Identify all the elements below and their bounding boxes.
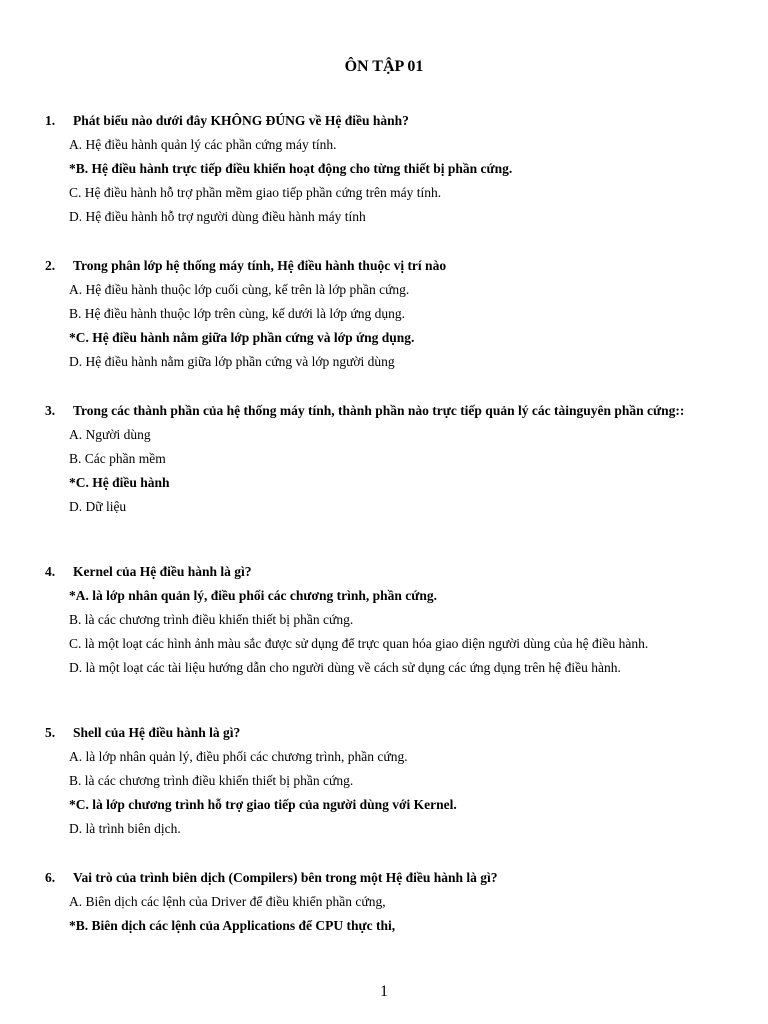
option-b: B. là các chương trình điều khiển thiết bị phần cứng. <box>69 773 354 788</box>
question-number: 2. <box>45 258 56 273</box>
question-1 <box>0 113 768 225</box>
question-header <box>0 564 768 580</box>
question-number: 6. <box>45 870 56 885</box>
question-3 <box>0 403 768 515</box>
option-a-correct: *A. là lớp nhân quản lý, điều phối các chương trình, phần cứng. <box>69 588 438 603</box>
question-5 <box>0 725 768 837</box>
question-header <box>0 870 768 886</box>
question-6 <box>0 870 768 934</box>
option-c: C. Hệ điều hành hỗ trợ phần mềm giao tiếp phần cứng trên máy tính. <box>69 185 442 200</box>
option-a: A. Hệ điều hành quản lý các phần cứng máy tính. <box>69 137 337 152</box>
page-title: ÔN TẬP 01 <box>344 58 424 75</box>
question-4 <box>0 564 768 676</box>
question-text: Vai trò của trình biên dịch (Compilers) bên trong một Hệ điều hành là gì? <box>73 870 498 885</box>
option-c: C. là một loạt các hình ảnh màu sắc được sử dụng để trực quan hóa giao diện người dùng của hệ điều hành. <box>69 636 649 651</box>
option-a: A. là lớp nhân quản lý, điều phối các chương trình, phần cứng. <box>69 749 408 764</box>
option-a: A. Biên dịch các lệnh của Driver để điều khiển phần cứng, <box>69 894 386 909</box>
option-c-correct: *C. Hệ điều hành nằm giữa lớp phần cứng và lớp ứng dụng. <box>69 330 415 345</box>
question-text: Shell của Hệ điều hành là gì? <box>73 725 241 740</box>
option-b-correct: *B. Biên dịch các lệnh của Applications để CPU thực thi, <box>69 918 396 933</box>
option-a: A. Hệ điều hành thuộc lớp cuối cùng, kế trên là lớp phần cứng. <box>69 282 410 297</box>
option-d: D. Hệ điều hành hỗ trợ người dùng điều hành máy tính <box>69 209 366 224</box>
question-text: Kernel của Hệ điều hành là gì? <box>73 564 252 579</box>
question-header <box>0 258 768 274</box>
option-c-correct: *C. Hệ điều hành <box>69 475 170 490</box>
option-d: D. Hệ điều hành nằm giữa lớp phần cứng và lớp người dùng <box>69 354 395 369</box>
question-header <box>0 403 768 419</box>
option-b: B. là các chương trình điều khiển thiết bị phần cứng. <box>69 612 354 627</box>
question-header <box>0 113 768 129</box>
option-b-correct: *B. Hệ điều hành trực tiếp điều khiển hoạt động cho từng thiết bị phần cứng. <box>69 161 513 176</box>
page-number: 1 <box>380 983 388 1000</box>
option-a: A. Người dùng <box>69 427 151 442</box>
question-2 <box>0 258 768 370</box>
question-text: Trong các thành phần của hệ thống máy tính, thành phần nào trực tiếp quản lý các tàinguyên phần cứng:: <box>73 403 685 418</box>
option-d: D. là trình biên dịch. <box>69 821 181 836</box>
question-number: 4. <box>45 564 56 579</box>
option-b: B. Các phần mềm <box>69 451 166 466</box>
option-d: D. là một loạt các tài liệu hướng dẫn cho người dùng về cách sử dụng các ứng dụng trên hệ điều hành. <box>69 660 621 675</box>
question-header <box>0 725 768 741</box>
question-number: 3. <box>45 403 56 418</box>
question-number: 1. <box>45 113 56 128</box>
option-c-correct: *C. là lớp chương trình hỗ trợ giao tiếp của người dùng với Kernel. <box>69 797 457 812</box>
question-text: Trong phân lớp hệ thống máy tính, Hệ điều hành thuộc vị trí nào <box>73 258 447 273</box>
question-number: 5. <box>45 725 56 740</box>
question-text: Phát biểu nào dưới đây KHÔNG ĐÚNG về Hệ điều hành? <box>73 113 409 128</box>
option-d: D. Dữ liệu <box>69 499 127 514</box>
option-b: B. Hệ điều hành thuộc lớp trên cùng, kế dưới là lớp ứng dụng. <box>69 306 405 321</box>
